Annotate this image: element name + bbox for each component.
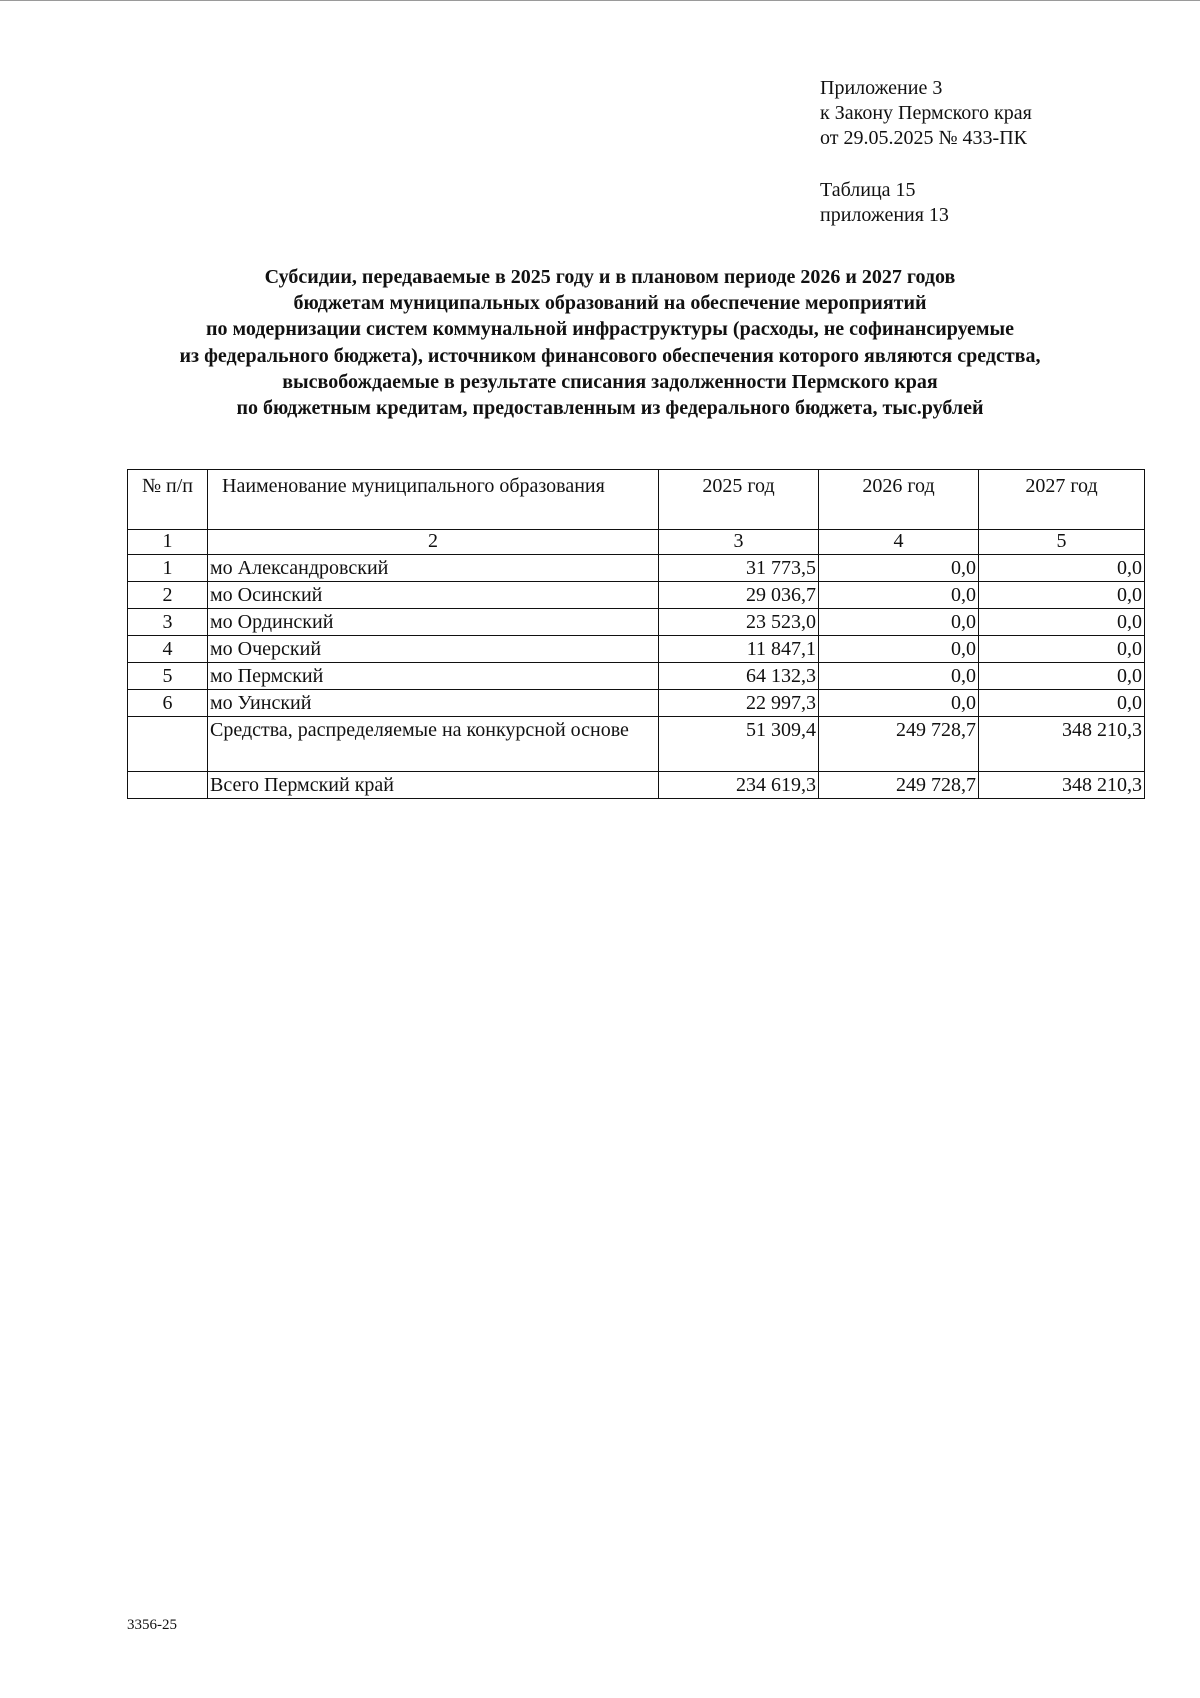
value-2027: 0,0 (979, 555, 1145, 582)
row-number: 4 (128, 636, 208, 663)
value-2027: 0,0 (979, 690, 1145, 717)
row-number: 6 (128, 690, 208, 717)
row-number (128, 717, 208, 772)
total-2025: 234 619,3 (659, 772, 819, 799)
table-number: Таблица 15 (820, 179, 916, 201)
header-2025: 2025 год (659, 470, 819, 530)
row-number (128, 772, 208, 799)
table-header-row (128, 470, 1145, 530)
value-2026: 249 728,7 (819, 717, 979, 772)
value-2027: 0,0 (979, 609, 1145, 636)
total-label: Всего Пермский край (208, 772, 659, 799)
column-index: 3 (659, 530, 819, 555)
value-2026: 0,0 (819, 636, 979, 663)
appendix-reference (820, 76, 1032, 151)
header-number: № п/п (128, 470, 208, 530)
competitive-funds-label: Средства, распределяемые на конкурсной основе (208, 717, 659, 772)
total-2026: 249 728,7 (819, 772, 979, 799)
row-number: 2 (128, 582, 208, 609)
table-annex: приложения 13 (820, 204, 949, 226)
municipality-name: мо Осинский (208, 582, 659, 609)
page-top-edge (0, 0, 1200, 1)
table-row (128, 609, 1145, 636)
municipality-name: мо Александровский (208, 555, 659, 582)
header-2026: 2026 год (819, 470, 979, 530)
header-municipality: Наименование муниципального образования (208, 470, 659, 530)
title-line: бюджетам муниципальных образований на обеспечение мероприятий (293, 292, 927, 315)
value-2025: 31 773,5 (659, 555, 819, 582)
title-line: Субсидии, передаваемые в 2025 году и в плановом периоде 2026 и 2027 годов (264, 266, 956, 288)
value-2025: 23 523,0 (659, 609, 819, 636)
title-line: высвобождаемые в результате списания задолженности Пермского края (282, 370, 938, 393)
column-index: 5 (979, 530, 1145, 555)
value-2025: 64 132,3 (659, 663, 819, 690)
competitive-funds-row (128, 717, 1145, 772)
title-line: по модернизации систем коммунальной инфраструктуры (расходы, не софинансируемые (205, 318, 1015, 341)
document-title (125, 264, 1095, 421)
value-2027: 348 210,3 (979, 717, 1145, 772)
value-2027: 0,0 (979, 582, 1145, 609)
table-row (128, 663, 1145, 690)
municipality-name: мо Ординский (208, 609, 659, 636)
value-2027: 0,0 (979, 663, 1145, 690)
appendix-law: к Закону Пермского края (820, 102, 1032, 124)
value-2026: 0,0 (819, 609, 979, 636)
document-registration-code: 3356-25 (127, 1617, 177, 1633)
table-row (128, 555, 1145, 582)
value-2025: 29 036,7 (659, 582, 819, 609)
title-line: из федерального бюджета), источником финансового обеспечения которого являются средства, (179, 344, 1041, 367)
municipality-name: мо Уинский (208, 690, 659, 717)
appendix-number: Приложение 3 (820, 77, 943, 99)
table-row (128, 690, 1145, 717)
row-number: 5 (128, 663, 208, 690)
value-2025: 51 309,4 (659, 717, 819, 772)
column-index: 1 (128, 530, 208, 555)
header-2027: 2027 год (979, 470, 1145, 530)
value-2026: 0,0 (819, 555, 979, 582)
value-2025: 11 847,1 (659, 636, 819, 663)
table-row (128, 582, 1145, 609)
column-index-row (128, 530, 1145, 555)
value-2027: 0,0 (979, 636, 1145, 663)
title-line: по бюджетным кредитам, предоставленным из федерального бюджета, тыс.рублей (236, 397, 984, 420)
row-number: 1 (128, 555, 208, 582)
subsidy-table (127, 469, 1145, 799)
municipality-name: мо Пермский (208, 663, 659, 690)
value-2026: 0,0 (819, 690, 979, 717)
total-row (128, 772, 1145, 799)
appendix-law-date: от 29.05.2025 № 433-ПК (820, 127, 1028, 149)
table-row (128, 636, 1145, 663)
total-2027: 348 210,3 (979, 772, 1145, 799)
municipality-name: мо Очерский (208, 636, 659, 663)
table-reference (820, 178, 949, 228)
value-2025: 22 997,3 (659, 690, 819, 717)
value-2026: 0,0 (819, 663, 979, 690)
column-index: 4 (819, 530, 979, 555)
column-index: 2 (208, 530, 659, 555)
value-2026: 0,0 (819, 582, 979, 609)
row-number: 3 (128, 609, 208, 636)
